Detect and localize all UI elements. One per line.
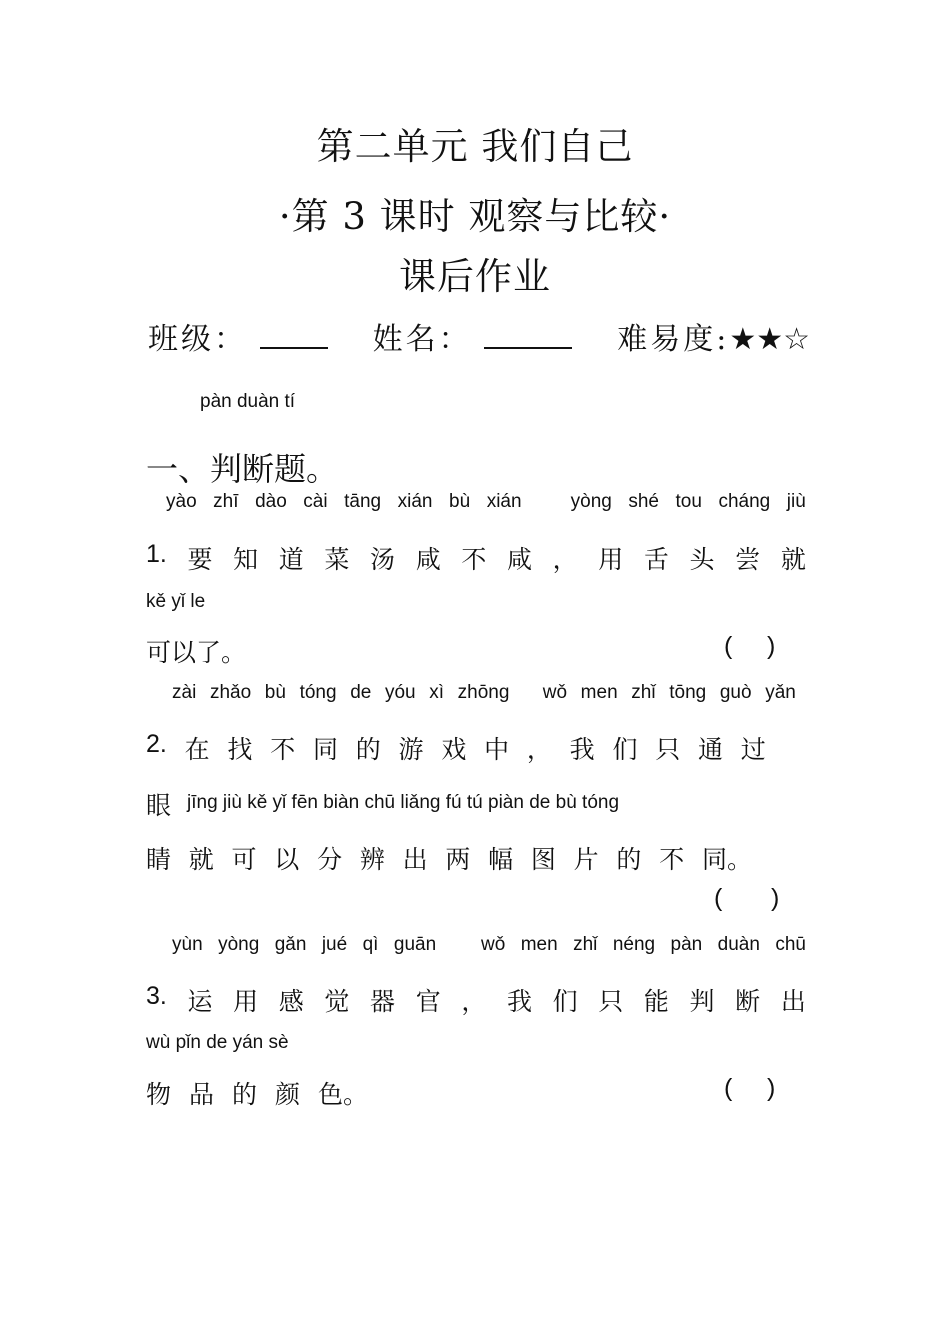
class-label: 班级： <box>148 322 247 357</box>
q2-char: 在 <box>184 735 210 764</box>
q2-char: 以 <box>274 845 300 874</box>
q2-char: 辨 <box>359 845 385 874</box>
q1-char: 舌 <box>643 545 669 574</box>
q1-text-line-1 <box>146 540 806 576</box>
q3-char: 品 <box>188 1080 214 1109</box>
q2-pinyin: zhǐ <box>631 682 656 703</box>
q2-pinyin-line-1 <box>172 682 796 704</box>
q1-pinyin: zhī <box>213 491 239 512</box>
q3-char: 我 <box>506 987 532 1016</box>
homework-title: 课后作业 <box>399 255 551 298</box>
q3-pinyin: duàn <box>717 934 760 955</box>
q1-pinyin: yào <box>166 491 197 512</box>
q2-pinyin: bù <box>264 682 286 703</box>
q1-pinyin: bù <box>449 491 471 512</box>
q1-pinyin-line-2: kě yǐ le <box>146 591 206 612</box>
q2-char: 找 <box>227 735 253 764</box>
q2-pinyin: yóu <box>384 682 416 703</box>
q2-char: 通 <box>698 735 724 764</box>
q2-pinyin: men <box>580 682 618 703</box>
q3-char: 们 <box>552 987 578 1016</box>
q2-number: 2. <box>146 730 167 758</box>
q2-pinyin: zài <box>172 682 197 703</box>
difficulty-label: 难易度: <box>617 322 730 357</box>
q2-pinyin: de <box>350 682 372 703</box>
q3-char: 物 <box>146 1080 172 1109</box>
q2-char: 出 <box>402 845 428 874</box>
q3-char: 的 <box>231 1080 257 1109</box>
q2-char: 片 <box>573 845 599 874</box>
q2-char: 睛 <box>146 845 172 874</box>
q3-number: 3. <box>146 982 167 1010</box>
q3-char: 断 <box>735 987 761 1016</box>
name-label: 姓名： <box>372 322 472 357</box>
section-heading: 一、判断题。 <box>146 450 339 488</box>
q3-pinyin: zhǐ <box>573 934 598 955</box>
q2-char: 们 <box>612 735 638 764</box>
q3-char: 用 <box>233 987 259 1016</box>
q1-char: 知 <box>233 545 259 574</box>
unit-title: 第二单元 我们自己 <box>316 125 634 168</box>
q2-char: 不 <box>659 845 685 874</box>
q3-pinyin: chū <box>775 934 806 955</box>
q3-pinyin: men <box>520 934 558 955</box>
q3-char: 只 <box>598 987 624 1016</box>
q3-pinyin: qì <box>362 934 379 955</box>
q3-char: 色。 <box>317 1080 368 1109</box>
q1-char: 用 <box>598 545 624 574</box>
q2-char: 我 <box>569 735 595 764</box>
q2-pinyin: xì <box>429 682 445 703</box>
lesson-title: ·第 3 课时 观察与比较· <box>278 195 672 238</box>
q2-char: 中 <box>484 735 510 764</box>
info-line <box>148 314 810 358</box>
q1-char: 头 <box>689 545 715 574</box>
q1-number: 1. <box>146 540 167 568</box>
q3-char: 判 <box>689 987 715 1016</box>
q2-char: 就 <box>188 845 214 874</box>
q3-answer-parens[interactable]: ( ) <box>724 1074 776 1102</box>
difficulty-stars: ★★☆ <box>729 322 811 357</box>
q2-char: 的 <box>616 845 642 874</box>
name-blank[interactable] <box>484 347 572 349</box>
q3-pinyin: wǒ <box>481 934 506 955</box>
q1-pinyin: shé <box>628 491 659 512</box>
q3-char: 运 <box>187 987 213 1016</box>
q1-pinyin: yòng <box>570 491 612 512</box>
q2-pinyin: guò <box>719 682 752 703</box>
q1-char: 咸 <box>415 545 441 574</box>
q2-pinyin: zhǎo <box>209 682 252 703</box>
q1-pinyin: jiù <box>786 491 806 512</box>
q1-char: 菜 <box>324 545 350 574</box>
q1-pinyin: xián <box>397 491 433 512</box>
q2-char: 同。 <box>701 845 752 874</box>
q1-char: 道 <box>278 545 304 574</box>
q1-char: 不 <box>461 545 487 574</box>
q3-char: ， <box>461 987 487 1016</box>
q2-char-line-2: 眼 <box>146 791 172 820</box>
q3-pinyin: néng <box>612 934 656 955</box>
q3-pinyin: gǎn <box>274 934 307 955</box>
q3-pinyin: guān <box>393 934 437 955</box>
q3-pinyin: pàn <box>670 934 703 955</box>
q3-pinyin: yòng <box>218 934 260 955</box>
q3-char: 觉 <box>324 987 350 1016</box>
q2-char: 过 <box>740 735 766 764</box>
q2-pinyin-line-2: jīng jiù kě yǐ fēn biàn chū liǎng fú tú piàn de bù tóng <box>187 792 620 813</box>
q3-pinyin: yùn <box>172 934 203 955</box>
q1-pinyin: tou <box>675 491 702 512</box>
q2-char: 可 <box>231 845 257 874</box>
q2-answer-parens[interactable]: ( ) <box>714 884 780 912</box>
q3-char: 能 <box>643 987 669 1016</box>
q2-char: 两 <box>445 845 471 874</box>
q1-pinyin: xián <box>486 491 522 512</box>
q2-pinyin: wǒ <box>542 682 568 703</box>
q2-char: 分 <box>317 845 343 874</box>
q1-pinyin: tāng <box>344 491 382 512</box>
q2-char: 戏 <box>441 735 467 764</box>
q3-pinyin-line-2: wù pǐn de yán sè <box>146 1032 289 1053</box>
q3-char: 颜 <box>274 1080 300 1109</box>
q2-char: 幅 <box>488 845 514 874</box>
q3-char: 出 <box>780 987 806 1016</box>
q2-pinyin: tōng <box>669 682 707 703</box>
q2-char: ， <box>526 735 552 764</box>
q2-char: 游 <box>398 735 424 764</box>
q1-answer-parens[interactable]: ( ) <box>724 632 776 660</box>
q2-pinyin: yǎn <box>765 682 796 703</box>
q2-char: 只 <box>655 735 681 764</box>
q1-pinyin: cài <box>303 491 328 512</box>
q2-char: 不 <box>270 735 296 764</box>
q1-char: 汤 <box>370 545 396 574</box>
q3-char: 器 <box>370 987 396 1016</box>
class-blank[interactable] <box>260 347 328 349</box>
q2-text-line-1 <box>146 730 766 766</box>
q2-text-line-3 <box>146 840 752 876</box>
q3-pinyin-line-1 <box>172 934 806 956</box>
q3-text-line-1 <box>146 982 806 1018</box>
q1-char: ， <box>552 545 578 574</box>
q1-text-line-2: 可以了。 <box>146 638 247 667</box>
q1-char: 就 <box>780 545 806 574</box>
q3-char: 感 <box>278 987 304 1016</box>
q1-pinyin: cháng <box>718 491 771 512</box>
q3-pinyin: jué <box>321 934 348 955</box>
q1-char: 要 <box>187 545 213 574</box>
q1-pinyin-line-1 <box>166 491 806 513</box>
q3-char: 官 <box>415 987 441 1016</box>
q1-pinyin: dào <box>255 491 287 512</box>
section-pinyin: pàn duàn tí <box>200 391 296 412</box>
q2-pinyin: tóng <box>299 682 337 703</box>
q3-text-line-2 <box>146 1075 368 1111</box>
q2-pinyin: zhōng <box>457 682 510 703</box>
q2-char: 同 <box>312 735 338 764</box>
q2-char: 图 <box>530 845 556 874</box>
q1-char: 咸 <box>506 545 532 574</box>
q1-char: 尝 <box>735 545 761 574</box>
q2-char: 的 <box>355 735 381 764</box>
